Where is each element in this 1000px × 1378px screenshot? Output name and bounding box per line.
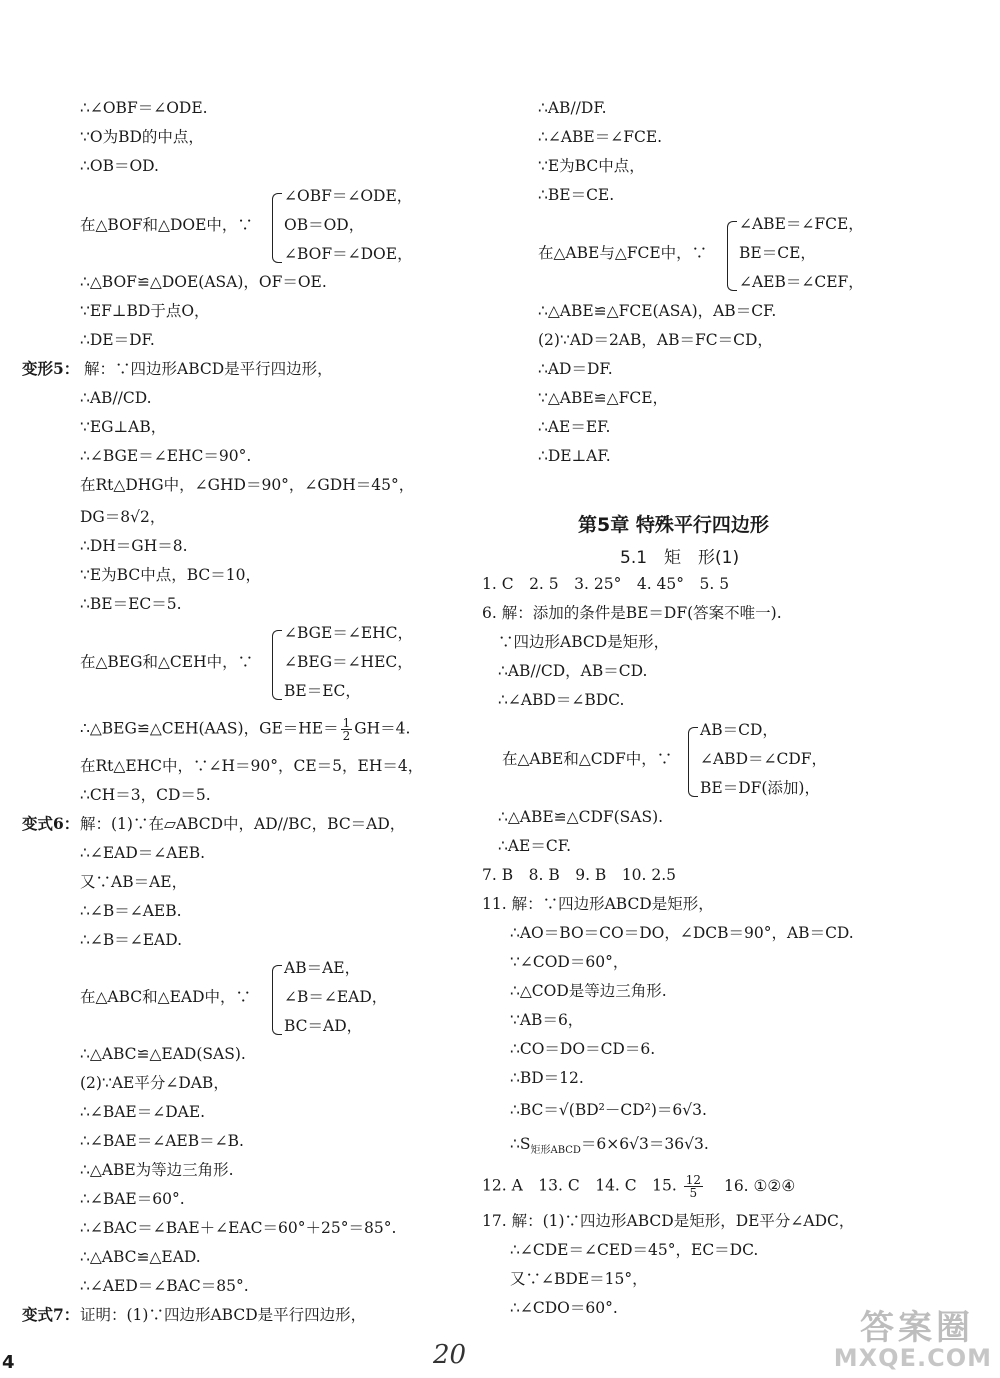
text-line: ∴∠BAE＝∠DAE. (80, 1103, 206, 1121)
text-line: ∵△ABE≌△FCE， (538, 389, 669, 407)
answer-line: 11. 解：∵四边形ABCD是矩形， (482, 895, 714, 913)
system-row: BE＝CE， (739, 244, 816, 262)
system-row: ∠BGE＝∠EHC， (284, 624, 414, 642)
text-line: ∴OB＝OD. (80, 157, 159, 175)
handwritten-number: 20 (433, 1340, 467, 1370)
text-line: 证明：(1)∵四边形ABCD是平行四边形， (80, 1306, 367, 1324)
text-segment: 12. A 13. C 14. C 15. (482, 1176, 677, 1195)
text-line: ∴△COD是等边三角形. (510, 982, 667, 1000)
system-row: ∠B＝∠EAD， (284, 988, 388, 1006)
text-segment: ∴S (510, 1135, 531, 1153)
text-line: ∴BD＝12. (510, 1069, 584, 1087)
text-line: ∴AO＝BO＝CO＝DO，∠DCB＝90°，AB＝CD. (510, 924, 854, 942)
text-line: ∴AB//CD. (80, 389, 152, 407)
text-line: (2)∵AD＝2AB，AB＝FC＝CD， (538, 331, 773, 349)
text-line: ∴BE＝EC＝5. (80, 595, 182, 613)
system-row: AB＝CD， (700, 721, 778, 739)
fraction (684, 1174, 703, 1199)
watermark-url: MXQE.COM (833, 1344, 992, 1372)
text-line: ∴CH＝3，CD＝5. (80, 786, 211, 804)
text-line: ∴∠B＝∠EAD. (80, 931, 183, 949)
answer-line: 1. C 2. 5 3. 25° 4. 45° 5. 5 (482, 575, 730, 593)
text-line (510, 1134, 709, 1161)
text-line: ∵E为BC中点，BC＝10， (80, 566, 261, 584)
text-line: 解：(1)∵在▱ABCD中，AD//BC，BC＝AD， (80, 815, 406, 833)
fraction-numerator: 1 (342, 716, 351, 730)
brace-icon (688, 727, 698, 797)
text-line: ∵∠COD＝60°， (510, 953, 629, 971)
system-row: ∠BEG＝∠HEC， (284, 653, 413, 671)
text-line: ∵四边形ABCD是矩形， (498, 633, 670, 651)
text-line: ∴DH＝GH＝8. (80, 537, 188, 555)
text-line: ∴∠CDE＝∠CED＝45°，EC＝DC. (510, 1241, 759, 1259)
text-line: ∴∠BAE＝60°. (80, 1190, 185, 1208)
text-line: 解：∵四边形ABCD是平行四边形， (84, 360, 333, 378)
text-segment: ∴△BEG≌△CEH(AAS)，GE＝HE＝ (80, 719, 339, 738)
system-row: BE＝DF(添加)， (700, 779, 820, 797)
system-row: OB＝OD， (284, 216, 365, 234)
text-line: DG＝8√2， (80, 508, 166, 526)
brace-icon (272, 965, 282, 1035)
problem-label: 变式6： (22, 814, 80, 833)
system-row: AB＝AE， (284, 959, 361, 977)
brace-icon (272, 630, 282, 700)
chapter-title: 第5章 特殊平行四边形 (578, 514, 769, 536)
text-line: ∴∠B＝∠AEB. (80, 902, 182, 920)
text-line: ∴∠CDO＝60°. (510, 1299, 618, 1317)
brace-icon (727, 221, 737, 291)
system-lead: 在△BEG和△CEH中，∵ (80, 653, 254, 671)
text-line: 在Rt△EHC中，∵∠H＝90°，CE＝5，EH＝4， (80, 757, 424, 775)
text-line: ∴△ABE≌△FCE(ASA)，AB＝CF. (538, 302, 777, 320)
text-line: ∴BE＝CE. (538, 186, 615, 204)
text-segment: GH＝4. (354, 719, 411, 738)
section-title: 5.1 矩 形(1) (620, 548, 740, 568)
fraction-denominator: 2 (342, 729, 351, 743)
system-row: ∠ABD＝∠CDF， (700, 750, 828, 768)
text-line: ∴AD＝DF. (538, 360, 613, 378)
page-number: 4 (2, 1352, 15, 1373)
subscript: 矩形ABCD (530, 1145, 581, 1157)
text-line: 又∵∠BDE＝15°， (510, 1270, 648, 1288)
system-row: ∠ABE＝∠FCE， (739, 215, 864, 233)
watermark-top-text: 答案圈 (860, 1308, 974, 1348)
system-lead: 在△ABE和△CDF中，∵ (502, 750, 673, 768)
fraction (341, 717, 353, 742)
fraction-numerator: 12 (685, 1173, 702, 1187)
text-line: ∴∠BAE＝∠AEB＝∠B. (80, 1132, 244, 1150)
text-line: ∴△ABE为等边三角形. (80, 1161, 234, 1179)
watermark-logo (792, 1296, 992, 1372)
text-line: ∴∠OBF＝∠ODE. (80, 99, 208, 117)
system-lead: 在△BOF和△DOE中，∵ (80, 216, 253, 234)
text-line: ∴△ABC≌△EAD(SAS). (80, 1045, 246, 1063)
text-line: ∴CO＝DO＝CD＝6. (510, 1040, 656, 1058)
answer-line: 7. B 8. B 9. B 10. 2.5 (482, 866, 677, 884)
text-line: ∴AB//CD，AB＝CD. (498, 662, 648, 680)
text-line: ∴AE＝EF. (538, 418, 611, 436)
text-line: ∴△BOF≌△DOE(ASA)，OF＝OE. (80, 273, 327, 291)
system-row: ∠BOF＝∠DOE， (284, 245, 413, 263)
text-line: ∴DE＝DF. (80, 331, 155, 349)
text-line: ∴∠BAC＝∠BAE＋∠EAC＝60°＋25°＝85°. (80, 1219, 397, 1237)
answer-line (482, 1174, 795, 1199)
fraction-denominator: 5 (689, 1186, 698, 1200)
text-line: ∴∠EAD＝∠AEB. (80, 844, 206, 862)
text-line: 在Rt△DHG中，∠GHD＝90°，∠GDH＝45°， (80, 476, 415, 494)
system-row: ∠OBF＝∠ODE， (284, 187, 413, 205)
text-line: ∴△ABE≌△CDF(SAS). (498, 808, 664, 826)
text-line: ∴△ABC≌△EAD. (80, 1248, 201, 1266)
text-line: ∵EG⊥AB， (80, 418, 167, 436)
text-line: ∵EF⊥BD于点O， (80, 302, 210, 320)
problem-label: 变式7： (22, 1305, 80, 1324)
text-line: ∴∠ABD＝∠BDC. (498, 691, 625, 709)
text-line: ∴∠AED＝∠BAC＝85°. (80, 1277, 249, 1295)
text-line: ∴AE＝CF. (498, 837, 571, 855)
text-line: 又∵AB＝AE， (80, 873, 188, 891)
problem-label: 变形5： (22, 359, 80, 378)
text-line: ∵O为BD的中点， (80, 128, 204, 146)
text-line: ∴AB//DF. (538, 99, 607, 117)
system-row: BE＝EC， (284, 682, 361, 700)
text-line: ∴DE⊥AF. (538, 447, 611, 465)
text-segment: ＝6×6√3＝36√3. (580, 1135, 709, 1153)
answer-line: 17. 解：(1)∵四边形ABCD是矩形，DE平分∠ADC， (482, 1212, 855, 1230)
text-line: ∴BC＝√(BD²－CD²)＝6√3. (510, 1101, 707, 1119)
system-lead: 在△ABC和△EAD中，∵ (80, 988, 252, 1006)
text-line: ∴∠ABE＝∠FCE. (538, 128, 663, 146)
brace-icon (272, 193, 282, 263)
text-line: ∴∠BGE＝∠EHC＝90°. (80, 447, 252, 465)
answer-line: 6. 解：添加的条件是BE＝DF(答案不唯一). (482, 604, 782, 622)
system-lead: 在△ABE与△FCE中，∵ (538, 244, 708, 262)
text-line: (2)∵AE平分∠DAB， (80, 1074, 229, 1092)
text-segment: 16. ①②④ (723, 1176, 796, 1195)
text-line (80, 717, 410, 742)
text-line: ∵E为BC中点， (538, 157, 645, 175)
system-row: BC＝AD， (284, 1017, 363, 1035)
system-row: ∠AEB＝∠CEF， (739, 273, 864, 291)
text-line: ∵AB＝6， (510, 1011, 584, 1029)
